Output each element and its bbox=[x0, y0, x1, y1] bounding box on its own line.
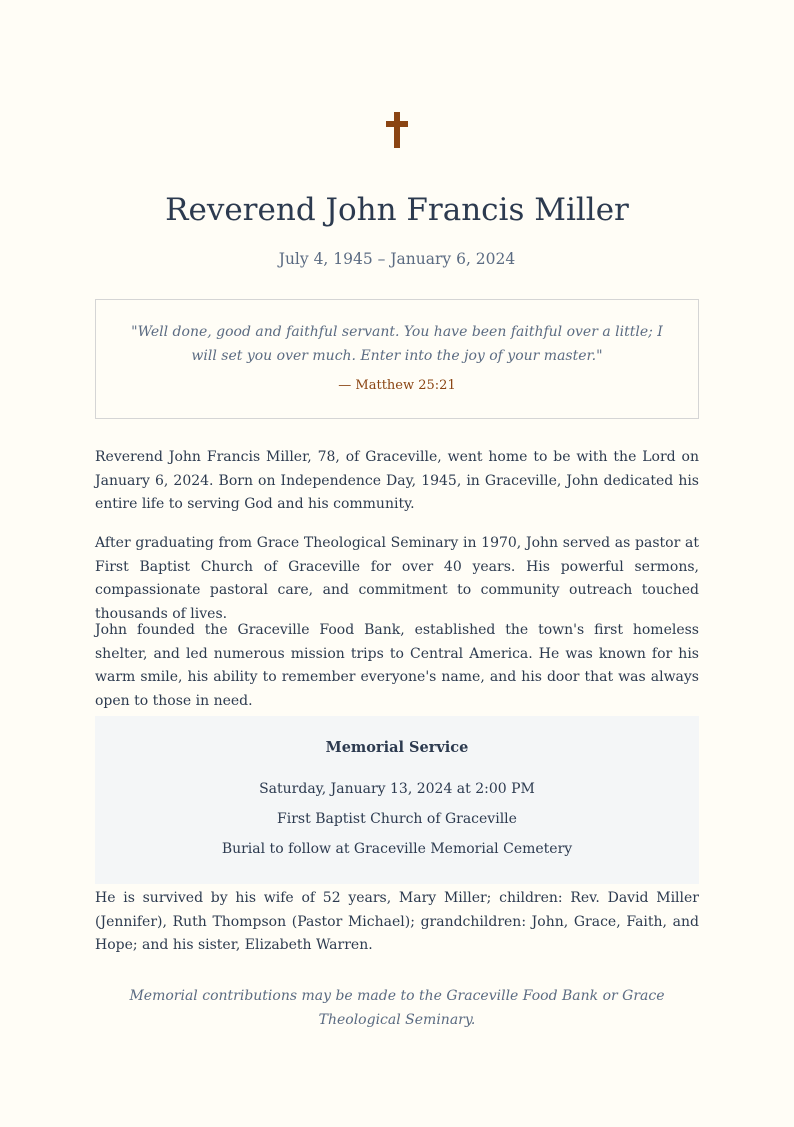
deceased-name: Reverend John Francis Miller bbox=[165, 192, 629, 228]
scripture-quote-box bbox=[95, 299, 699, 419]
obituary-paragraph: After graduating from Grace Theological Seminary in 1970, John served as pastor at First Baptist Church of Graceville for over 40 years. His powerful sermons, compassionate pastoral care, and commitment to community outreach touched thousands of lives. bbox=[95, 535, 699, 622]
service-location: First Baptist Church of Graceville bbox=[277, 811, 517, 827]
scripture-reference: — Matthew 25:21 bbox=[338, 378, 456, 393]
service-title: Memorial Service bbox=[325, 739, 469, 756]
service-datetime: Saturday, January 13, 2024 at 2:00 PM bbox=[259, 781, 535, 797]
cross-icon bbox=[0, 112, 794, 155]
scripture-quote-text: "Well done, good and faithful servant. You have been faithful over a little; I will set you over much. Enter into the joy of your master." bbox=[131, 324, 663, 364]
obituary-paragraph: Reverend John Francis Miller, 78, of Graceville, went home to be with the Lord on January 6, 2024. Born on Independence Day, 1945, in Graceville, John dedicated his entire life to serving God and his community. bbox=[95, 449, 699, 512]
obituary-paragraph: John founded the Graceville Food Bank, established the town's first homeless shelter, and led numerous mission trips to Central America. He was known for his warm smile, his ability to remember everyone's name, and his door that was always open to those in need. bbox=[95, 622, 699, 709]
survivors-paragraph: He is survived by his wife of 52 years, Mary Miller; children: Rev. David Miller (Jennifer), Ruth Thompson (Pastor Michael); grandchildren: John, Grace, Faith, and Hope; and his sister, Elizabeth Warren. bbox=[95, 890, 699, 953]
service-burial: Burial to follow at Graceville Memorial Cemetery bbox=[221, 841, 573, 857]
life-dates: July 4, 1945 – January 6, 2024 bbox=[278, 250, 516, 268]
memorial-service-box bbox=[95, 716, 699, 884]
memorial-contributions-note: Memorial contributions may be made to the Graceville Food Bank or Grace Theological Seminary. bbox=[129, 988, 665, 1028]
